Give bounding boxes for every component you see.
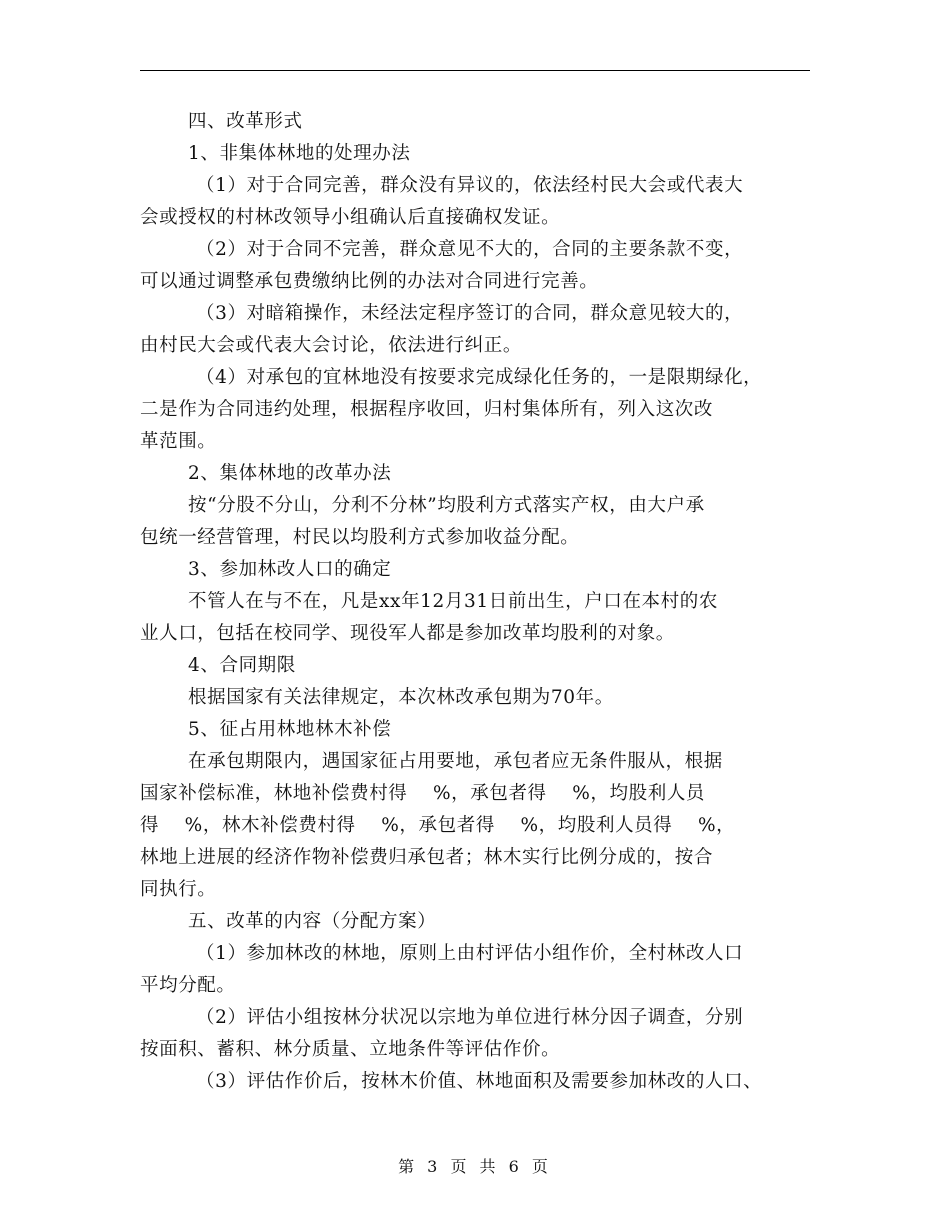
paragraph: 五、改革的内容（分配方案） (188, 911, 437, 932)
paragraph: 1、非集体林地的处理办法 (188, 143, 411, 164)
paragraph: 5、征占用林地林木补偿 (188, 719, 392, 740)
paragraph: （3）对暗箱操作，未经法定程序签订的合同，群众意见较大的， 由村民大会或代表大会讨论，依法进行纠正。 (140, 303, 744, 356)
paragraph: 不管人在与不在，凡是xx年12月31日前出生，户口在本村的农 业人口，包括在校同学、现役军人都是参加改革均股利的对象。 (140, 591, 718, 644)
paragraph: 4、合同期限 (188, 655, 296, 676)
paragraph: （2）评估小组按林分状况以宗地为单位进行林分因子调查，分别 按面积、蓄积、林分质量、立地条件等评估作价。 (140, 1007, 744, 1060)
paragraph: （1）对于合同完善，群众没有异议的，依法经村民大会或代表大 会或授权的村林改领导小组确认后直接确权发证。 (140, 175, 744, 228)
page-footer: 第 3 页 共 6 页 (398, 1157, 552, 1176)
paragraph: 在承包期限内，遇国家征占用要地，承包者应无条件服从，根据 国家补偿标准，林地补偿费村得 %，承包者得 %，均股利人员 得 %，林木补偿费村得 %，承包者得 %，均股利人员得 %， 林地上进展的经济作物补偿费归承包者；林木实行比例分成的，按合 同执行。 (140, 751, 736, 900)
document-body (140, 106, 820, 1098)
paragraph: 2、集体林地的改革办法 (188, 463, 392, 484)
paragraph: 3、参加林改人口的确定 (188, 559, 392, 580)
header-rule (140, 70, 810, 71)
paragraph: （4）对承包的宜林地没有按要求完成绿化任务的，一是限期绿化， 二是作为合同违约处理，根据程序收回，归村集体所有，列入这次改 革范围。 (140, 367, 763, 452)
paragraph: （1）参加林改的林地，原则上由村评估小组作价，全村林改人口 平均分配。 (140, 943, 744, 996)
paragraph: 四、改革形式 (188, 111, 303, 132)
paragraph: 根据国家有关法律规定，本次林改承包期为70年。 (188, 687, 614, 708)
paragraph: （2）对于合同不完善，群众意见不大的，合同的主要条款不变， 可以通过调整承包费缴纳比例的办法对合同进行完善。 (140, 239, 744, 292)
paragraph: （3）评估作价后，按林木价值、林地面积及需要参加林改的人口、 (196, 1071, 763, 1092)
paragraph: 按“分股不分山，分利不分林”均股利方式落实产权，由大户承 包统一经营管理，村民以均股利方式参加收益分配。 (140, 495, 705, 548)
